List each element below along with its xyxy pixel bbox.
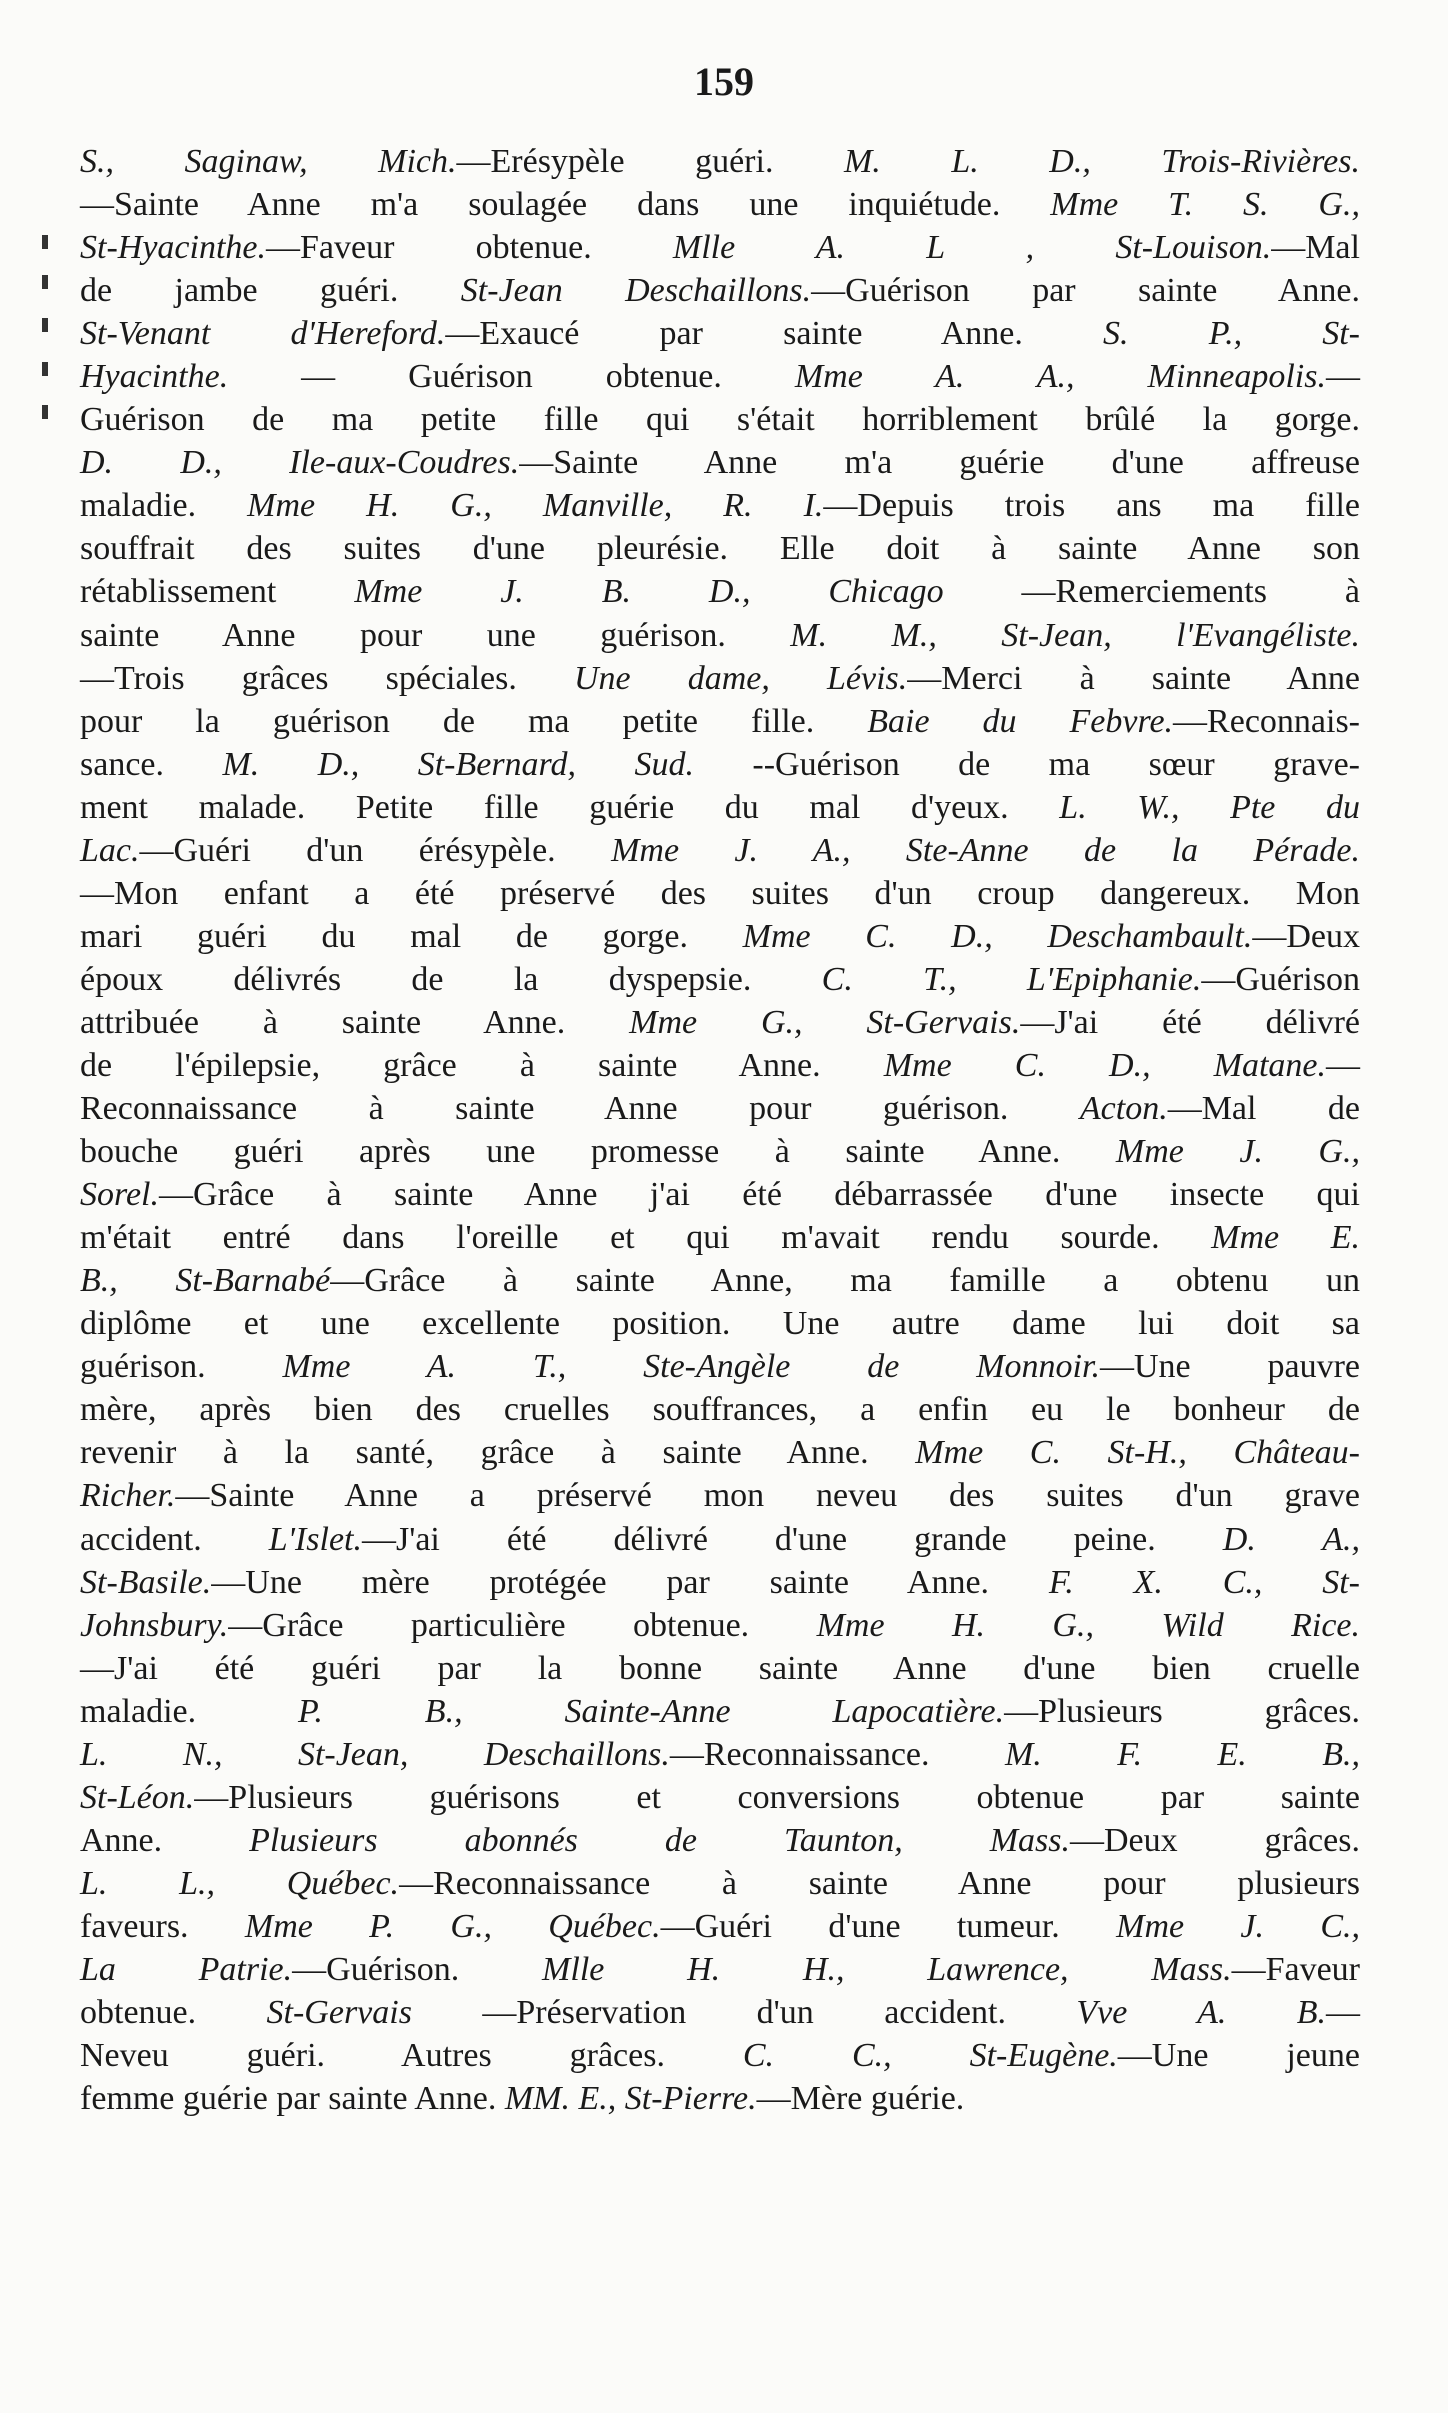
body-text-span: —Une mère protégée par sainte Anne. <box>211 1563 1049 1601</box>
text-line <box>80 829 1360 872</box>
body-text-span: obtenue. <box>80 1994 267 2032</box>
citation-text: Acton. <box>1079 1090 1168 1128</box>
citation-text: L. L., Québec. <box>80 1864 400 1902</box>
body-text-span: — Guérison obtenue. <box>228 358 795 396</box>
citation-text: Mme G., St-Gervais. <box>629 1003 1021 1041</box>
citation-text: C. C., St-Eugène. <box>742 2037 1118 2075</box>
text-line <box>80 1604 1360 1647</box>
text-line <box>80 1905 1360 1948</box>
body-text-span: de jambe guéri. <box>80 272 461 310</box>
body-text-span: revenir à la santé, grâce à sainte Anne. <box>80 1434 916 1472</box>
text-line <box>80 1561 1360 1604</box>
body-text-span: —Sainte Anne m'a guérie d'une affreuse <box>519 444 1360 482</box>
body-text-span: —Grâce à sainte Anne, ma famille a obtenu un <box>330 1262 1360 1300</box>
text-line <box>80 1733 1360 1776</box>
text-line <box>80 398 1360 441</box>
citation-text: L'Islet. <box>268 1520 362 1558</box>
body-text-span: —Plusieurs grâces. <box>1004 1692 1360 1730</box>
citation-text: L. W., Pte du <box>1059 788 1360 826</box>
text-line <box>80 527 1360 570</box>
body-text-span: —Reconnaissance à sainte Anne pour plusieurs <box>399 1864 1360 1902</box>
text-line <box>80 1776 1360 1819</box>
body-text-span: —Deux grâces. <box>1070 1821 1360 1859</box>
text-line <box>80 1518 1360 1561</box>
body-text-span: Neveu guéri. Autres grâces. <box>80 2037 743 2075</box>
body-text-span: --Guérison de ma sœur grave- <box>693 745 1360 783</box>
body-text-span: faveurs. <box>80 1907 245 1945</box>
body-text-span: m'était entré dans l'oreille et qui m'avait rendu sourde. <box>80 1219 1212 1257</box>
text-line <box>80 1991 1360 2034</box>
text-line <box>80 1819 1360 1862</box>
citation-text: Sorel. <box>80 1176 160 1214</box>
citation-text: Baie du Febvre. <box>867 702 1174 740</box>
margin-mark <box>42 318 48 332</box>
body-text-span: — <box>1326 1994 1360 2032</box>
citation-text: Plusieurs abonnés de Taunton, Mass. <box>249 1821 1070 1859</box>
body-text-span: de l'épilepsie, grâce à sainte Anne. <box>80 1046 884 1084</box>
body-text-span: Guérison de ma petite fille qui s'était horriblement brûlé la gorge. <box>80 401 1360 439</box>
text-line <box>80 1862 1360 1905</box>
body-text <box>80 140 1360 2120</box>
body-text-span: guérison. <box>80 1348 283 1386</box>
body-text-span: —Une jeune <box>1117 2037 1360 2075</box>
text-line <box>80 1474 1360 1517</box>
text-line <box>80 1647 1360 1690</box>
citation-text: Mme C. D., Matane. <box>883 1046 1327 1084</box>
citation-text: Mme P. G., Québec. <box>244 1907 661 1945</box>
citation-text: M. F. E. B., <box>1004 1735 1360 1773</box>
citation-text: Hyacinthe. <box>80 358 229 396</box>
body-text-span: —Guéri d'une tumeur. <box>660 1907 1117 1945</box>
text-line <box>80 1130 1360 1173</box>
citation-text: St-Venant d'Hereford. <box>80 315 446 353</box>
body-text-span: — <box>1326 1046 1361 1084</box>
citation-text: C. T., L'Epiphanie. <box>821 960 1202 998</box>
text-line <box>80 1302 1360 1345</box>
citation-text: P. B., Sainte-Anne Lapocatière. <box>298 1692 1005 1730</box>
body-text-span: —Sainte Anne a préservé mon neveu des suites d'un grave <box>175 1477 1360 1515</box>
citation-text: Mme T. S. G., <box>1050 186 1360 224</box>
text-line <box>80 1388 1360 1431</box>
text-line <box>80 1216 1360 1259</box>
body-text-span: femme guérie par sainte Anne. <box>80 2080 505 2118</box>
body-text-span: —Guérison <box>1201 960 1360 998</box>
text-line <box>80 269 1360 312</box>
body-text-span: mari guéri du mal de gorge. <box>80 917 743 955</box>
text-line <box>80 958 1360 1001</box>
citation-text: Richer. <box>80 1477 176 1515</box>
citation-text: St-Léon. <box>80 1778 195 1816</box>
citation-text: Mme H. G., Manville, R. I. <box>247 487 824 525</box>
body-text-span: sainte Anne pour une guérison. <box>80 616 791 654</box>
body-text-span: ment malade. Petite fille guérie du mal d'yeux. <box>80 788 1060 826</box>
text-line <box>80 2077 1360 2120</box>
citation-text: Mlle A. L , St-Louison. <box>672 229 1272 267</box>
body-text-span: —Trois grâces spéciales. <box>80 659 574 697</box>
body-text-span: bouche guéri après une promesse à sainte Anne. <box>80 1133 1116 1171</box>
body-text-span: sance. <box>80 745 223 783</box>
citation-text: L. N., St-Jean, Deschaillons. <box>80 1735 670 1773</box>
body-text-span: souffrait des suites d'une pleurésie. Elle doit à sainte Anne son <box>80 530 1360 568</box>
citation-text: S. P., St- <box>1103 315 1361 353</box>
body-text-span: maladie. <box>80 487 248 525</box>
citation-text: MM. E., St-Pierre. <box>504 2080 757 2118</box>
body-text-span: —Faveur <box>1231 1950 1360 1988</box>
body-text-span: —Depuis trois ans ma fille <box>823 487 1360 525</box>
body-text-span: —Sainte Anne m'a soulagée dans une inquiétude. <box>80 186 1051 224</box>
citation-text: D. D., Ile-aux-Coudres. <box>80 444 520 482</box>
citation-text: Johnsbury. <box>80 1606 229 1644</box>
margin-mark <box>42 275 48 289</box>
text-line <box>80 183 1360 226</box>
citation-text: Mme H. G., Wild Rice. <box>816 1606 1361 1644</box>
body-text-span: —Deux <box>1252 917 1360 955</box>
citation-text: La Patrie. <box>80 1950 293 1988</box>
citation-text: Lac. <box>80 831 140 869</box>
citation-text: S., Saginaw, Mich. <box>80 143 457 180</box>
text-line <box>80 872 1360 915</box>
body-text-span: —Mal de <box>1167 1090 1361 1128</box>
body-text-span: —Faveur obtenue. <box>266 229 673 267</box>
margin-mark <box>42 362 48 376</box>
body-text-span: —Exaucé par sainte Anne. <box>445 315 1104 353</box>
text-line <box>80 786 1360 829</box>
text-line <box>80 441 1360 484</box>
body-text-span: —Mon enfant a été préservé des suites d'un croup dangereux. Mon <box>80 874 1360 912</box>
citation-text: M. M., St-Jean, l'Evangéliste. <box>790 616 1360 654</box>
text-line <box>80 355 1360 398</box>
body-text-span: —Remerciements à <box>943 573 1360 611</box>
body-text-span: —Grâce à sainte Anne j'ai été débarrassée d'une insecte qui <box>159 1176 1360 1214</box>
citation-text: Mme A. A., Minneapolis. <box>794 358 1326 396</box>
page-number: 159 <box>694 59 754 104</box>
citation-text: F. X. C., St- <box>1048 1563 1360 1601</box>
body-text-span: accident. <box>80 1520 269 1558</box>
citation-text: B., St-Barnabé <box>80 1262 331 1300</box>
body-text-span: Anne. <box>80 1821 250 1859</box>
citation-text: St-Jean Deschaillons. <box>460 272 812 310</box>
text-line <box>80 312 1360 355</box>
body-text-span: pour la guérison de ma petite fille. <box>80 702 868 740</box>
citation-text: D. A., <box>1222 1520 1360 1558</box>
body-text-span: — <box>1326 358 1360 396</box>
body-text-span: maladie. <box>80 1692 299 1730</box>
citation-text: St-Gervais <box>266 1994 412 2032</box>
body-text-span: —Guérison. <box>292 1950 543 1988</box>
citation-text: St-Basile. <box>80 1563 212 1601</box>
body-text-span: —Reconnaissance. <box>669 1735 1005 1773</box>
body-text-span: attribuée à sainte Anne. <box>80 1003 630 1041</box>
text-line <box>80 1431 1360 1474</box>
text-line <box>80 484 1360 527</box>
text-line <box>80 700 1360 743</box>
body-text-span: —Erésypèle guéri. <box>456 143 844 180</box>
text-line <box>80 1087 1360 1130</box>
body-text-span: —Plusieurs guérisons et conversions obtenue par sainte <box>194 1778 1360 1816</box>
text-line <box>80 2034 1360 2077</box>
body-text-span: diplôme et une excellente position. Une autre dame lui doit sa <box>80 1305 1360 1343</box>
margin-mark <box>42 405 48 419</box>
text-line <box>80 1173 1360 1216</box>
text-line <box>80 1044 1360 1087</box>
text-line <box>80 1259 1360 1302</box>
body-text-span: Reconnaissance à sainte Anne pour guérison. <box>80 1090 1080 1128</box>
text-line <box>80 1948 1360 1991</box>
body-text-span: —J'ai été guéri par la bonne sainte Anne d'une bien cruelle <box>80 1649 1360 1687</box>
citation-text: Mme A. T., Ste-Angèle de Monnoir. <box>282 1348 1100 1386</box>
text-line <box>80 743 1360 786</box>
citation-text: Mme C. St-H., Château- <box>915 1434 1360 1472</box>
text-line <box>80 140 1360 183</box>
body-text-span: —Mal <box>1271 229 1360 267</box>
body-text-span: —Préservation d'un accident. <box>411 1994 1077 2032</box>
text-line <box>80 1345 1360 1388</box>
citation-text: Mme J. C., <box>1116 1907 1361 1945</box>
body-text-span: —Mère guérie. <box>756 2080 965 2118</box>
citation-text: Mme J. G., <box>1115 1133 1360 1171</box>
citation-text: Vve A. B. <box>1076 1994 1326 2032</box>
citation-text: M. L. D., Trois-Rivières. <box>843 143 1360 180</box>
citation-text: M. D., St-Bernard, Sud. <box>222 745 694 783</box>
text-line <box>80 915 1360 958</box>
text-line <box>80 657 1360 700</box>
citation-text: Mme C. D., Deschambault. <box>742 917 1253 955</box>
body-text-span: rétablissement <box>80 573 355 611</box>
body-text-span: mère, après bien des cruelles souffrances, a enfin eu le bonheur de <box>80 1391 1360 1429</box>
text-line <box>80 570 1360 613</box>
citation-text: St-Hyacinthe. <box>80 229 266 267</box>
body-text-span: —Guérison par sainte Anne. <box>811 272 1361 310</box>
text-line <box>80 1690 1360 1733</box>
citation-text: Une dame, Lévis. <box>573 659 908 697</box>
margin-mark <box>42 235 48 249</box>
body-text-span: —Grâce particulière obtenue. <box>228 1606 817 1644</box>
body-text-span: —Merci à sainte Anne <box>907 659 1360 697</box>
body-text-span: —J'ai été délivré d'une grande peine. <box>361 1520 1223 1558</box>
text-line <box>80 226 1360 269</box>
citation-text: Mlle H. H., Lawrence, Mass. <box>542 1950 1232 1988</box>
text-line <box>80 614 1360 657</box>
body-text-span: époux délivrés de la dyspepsie. <box>80 960 822 998</box>
text-line <box>80 1001 1360 1044</box>
body-text-span: —J'ai été délivré <box>1020 1003 1361 1041</box>
citation-text: Mme E. <box>1211 1219 1360 1257</box>
citation-text: Mme J. B. D., Chicago <box>354 573 944 611</box>
body-text-span: —Une pauvre <box>1099 1348 1360 1386</box>
body-text-span: —Reconnais- <box>1173 702 1360 740</box>
body-text-span: —Guéri d'un érésypèle. <box>139 831 612 869</box>
citation-text: Mme J. A., Ste-Anne de la Pérade. <box>611 831 1361 869</box>
